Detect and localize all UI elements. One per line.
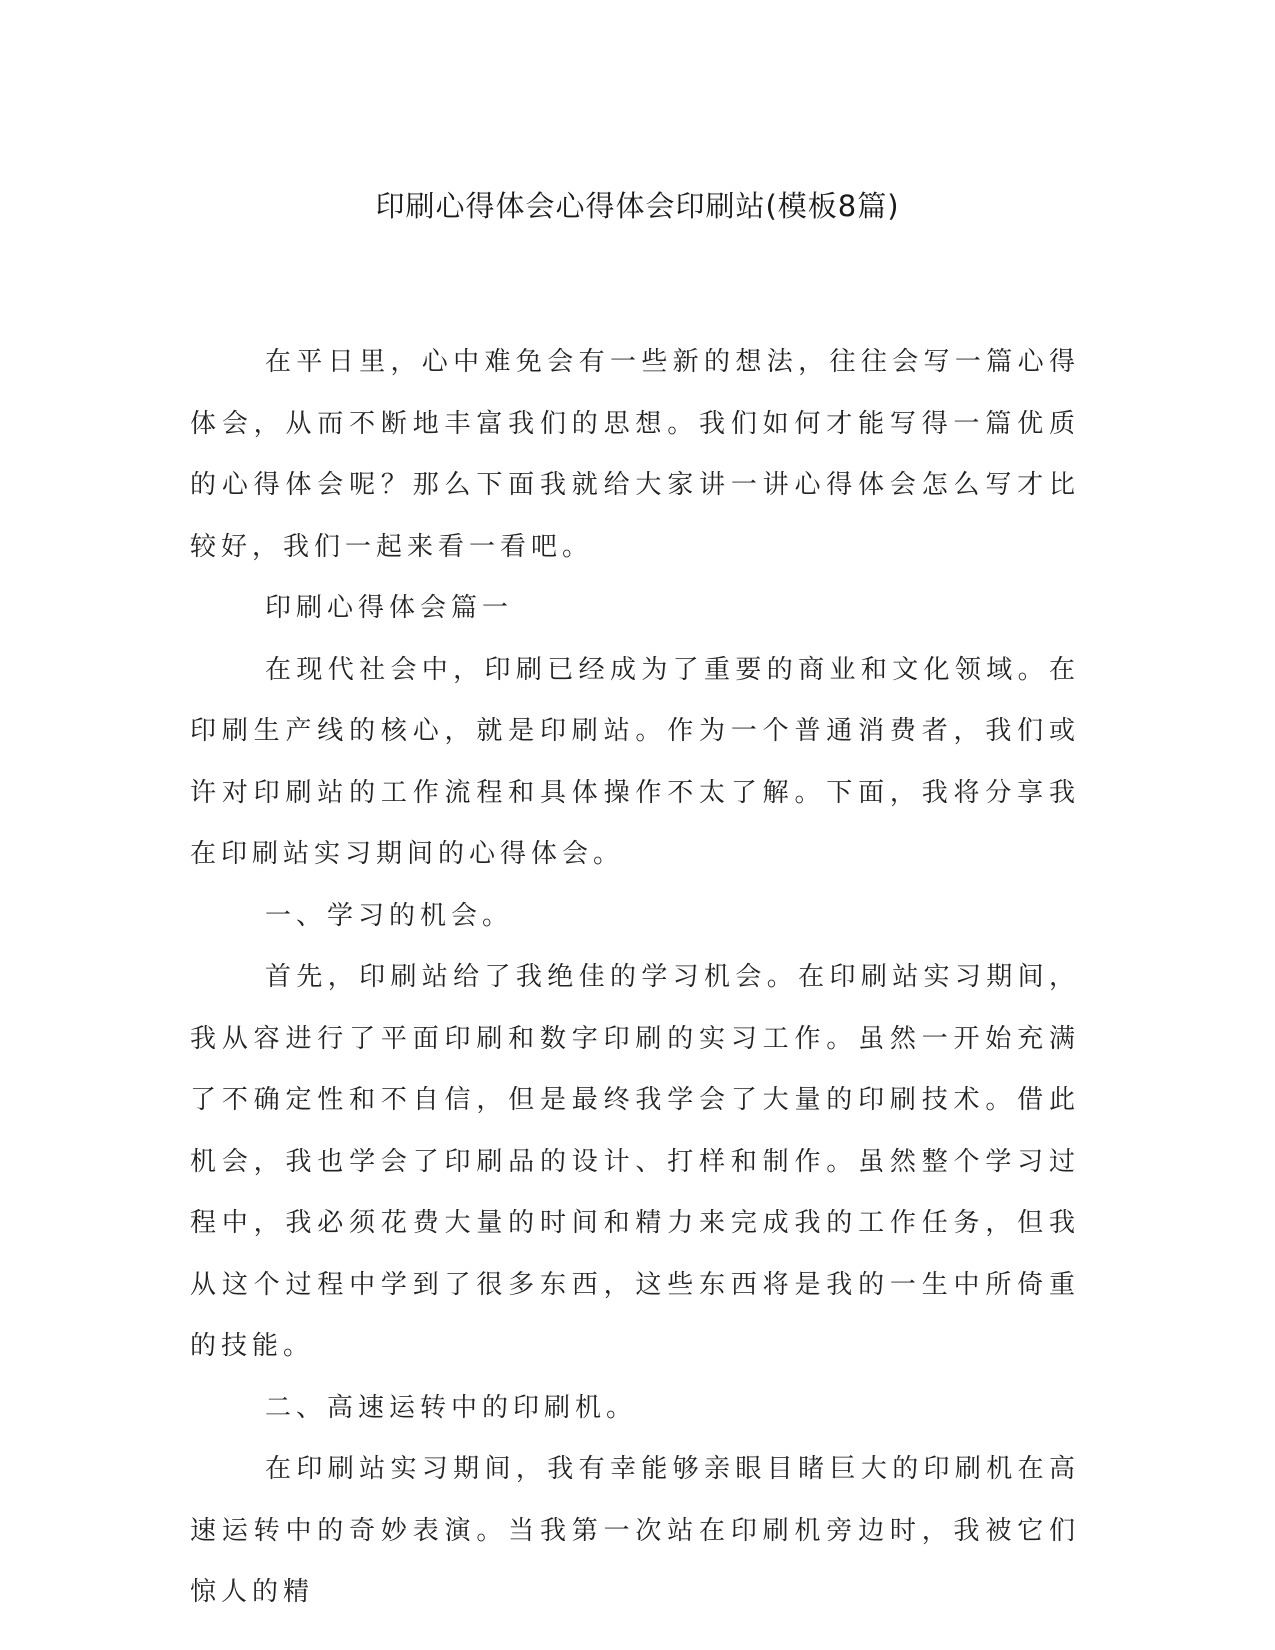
document-body [190, 332, 1080, 1624]
section-heading-part-one: 印刷心得体会篇一 [265, 593, 514, 623]
subheading-learning-opportunity: 一、学习的机会。 [265, 900, 514, 931]
body-paragraph: 在印刷站实习期间，我有幸能够亲眼目睹巨大的印刷机在高速运转中的奇妙表演。当我第一次站在印刷机旁边时，我被它们惊人的精 [190, 1454, 1080, 1607]
subheading-high-speed-press: 二、高速运转中的印刷机。 [265, 1392, 638, 1423]
intro-paragraph: 在平日里，心中难免会有一些新的想法，往往会写一篇心得体会，从而不断地丰富我们的思想。我们如何才能写得一篇优质的心得体会呢？那么下面我就给大家讲一讲心得体会怎么写才比较好，我们一起来看一看吧。 [190, 347, 1080, 562]
body-paragraph: 在现代社会中，印刷已经成为了重要的商业和文化领域。在印刷生产线的核心，就是印刷站。作为一个普通消费者，我们或许对印刷站的工作流程和具体操作不太了解。下面，我将分享我在印刷站实习期间的心得体会。 [190, 654, 1080, 869]
document-title: 印刷心得体会心得体会印刷站(模板8篇) [375, 189, 900, 223]
body-paragraph: 首先，印刷站给了我绝佳的学习机会。在印刷站实习期间，我从容进行了平面印刷和数字印刷的实习工作。虽然一开始充满了不确定性和不自信，但是最终我学会了大量的印刷技术。借此机会，我也学会了印刷品的设计、打样和制作。虽然整个学习过程中，我必须花费大量的时间和精力来完成我的工作任务，但我从这个过程中学到了很多东西，这些东西将是我的一生中所倚重的技能。 [190, 962, 1080, 1361]
